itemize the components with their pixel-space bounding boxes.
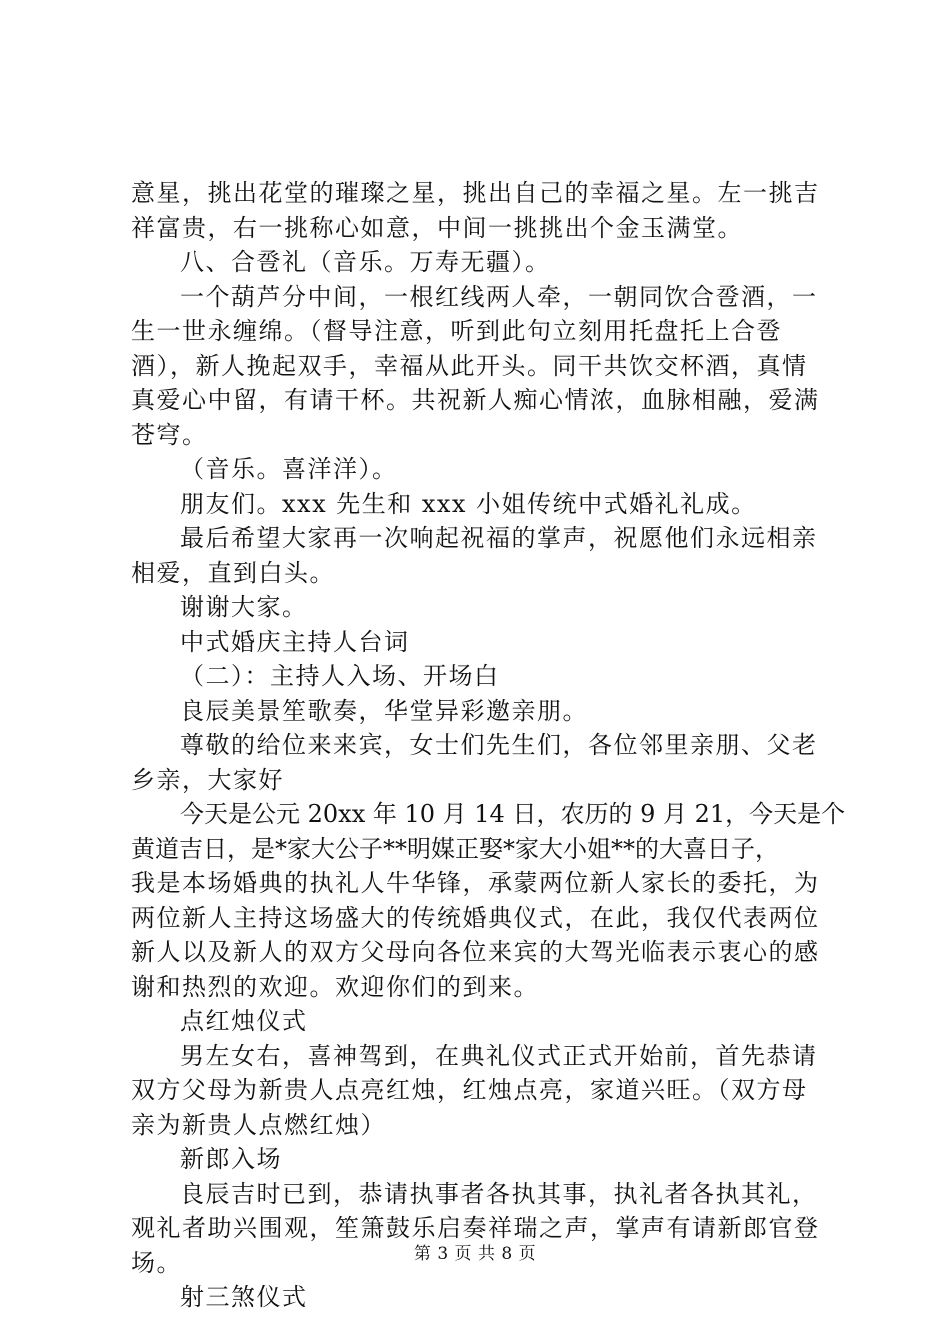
text-line: 场。: [131, 1248, 182, 1277]
section-heading: 八、合卺礼（音乐。万寿无疆）。: [180, 248, 551, 276]
text-line: 真爱心中留，有请干杯。共祝新人痴心情浓，血脉相融，爱满: [131, 386, 820, 414]
text-line: 一个葫芦分中间，一根红线两人牵，一朝同饮合卺酒，一: [180, 282, 818, 311]
document-body: [131, 176, 846, 1315]
text-line: 良辰美景笙歌奏，华堂异彩邀亲朋。: [180, 696, 588, 725]
text-line: 今天是公元 20xx 年 10 月 14 日，农历的 9 月 21，今天是个: [180, 800, 846, 828]
text-line: （音乐。喜洋洋）。: [180, 455, 398, 483]
section-heading: 射三煞仪式: [180, 1283, 308, 1311]
text-line: 生一世永缠绵。（督导注意，听到此句立刻用托盘托上合卺: [131, 317, 782, 345]
text-line: 谢谢大家。: [180, 593, 308, 621]
section-heading: 点红烛仪式: [180, 1007, 308, 1035]
text-line: 双方父母为新贵人点亮红烛，红烛点亮，家道兴旺。（双方母: [131, 1076, 808, 1104]
text-line: 酒），新人挽起双手，幸福从此开头。同干共饮交杯酒，真情: [131, 351, 808, 380]
section-heading: （二）：主持人入场、开场白: [180, 662, 500, 690]
text-line: 男左女右，喜神驾到，在典礼仪式正式开始前，首先恭请: [180, 1041, 818, 1070]
text-line: 我是本场婚典的执礼人牛华锋，承蒙两位新人家长的委托，为: [131, 869, 820, 897]
text-line: 意星，挑出花堂的璀璨之星，挑出自己的幸福之星。左一挑吉: [131, 179, 820, 207]
text-line: 朋友们。xxx 先生和 xxx 小姐传统中式婚礼礼成。: [180, 489, 757, 518]
text-line: 谢和热烈的欢迎。欢迎你们的到来。: [131, 972, 539, 1001]
text-line: 两位新人主持这场盛大的传统婚典仪式，在此，我仅代表两位: [131, 903, 820, 932]
section-heading: 新郎入场: [180, 1145, 282, 1173]
text-line: 黄道吉日，是*家大公子**明媒正娶*家大小姐**的大喜日子，: [131, 834, 779, 863]
text-line: 亲为新贵人点燃红烛）: [131, 1110, 386, 1139]
text-line: 乡亲，大家好: [131, 765, 284, 794]
text-line: 观礼者助兴围观，笙箫鼓乐启奏祥瑞之声，掌声有请新郎官登: [131, 1214, 820, 1242]
page-number-footer: 第 3 页 共 8 页: [413, 1244, 537, 1264]
text-line: 祥富贵，右一挑称心如意，中间一挑挑出个金玉满堂。: [131, 213, 743, 242]
text-line: 良辰吉时已到，恭请执事者各执其事，执礼者各执其礼，: [180, 1179, 818, 1208]
text-line: 尊敬的给位来来宾，女士们先生们，各位邻里亲朋、父老: [180, 731, 818, 759]
text-line: 苍穹。: [131, 420, 208, 449]
text-line: 最后希望大家再一次响起祝福的掌声，祝愿他们永远相亲: [180, 524, 818, 552]
text-line: 相爱，直到白头。: [131, 558, 335, 587]
text-line: 新人以及新人的双方父母向各位来宾的大驾光临表示衷心的感: [131, 938, 820, 966]
section-heading: 中式婚庆主持人台词: [180, 627, 410, 656]
